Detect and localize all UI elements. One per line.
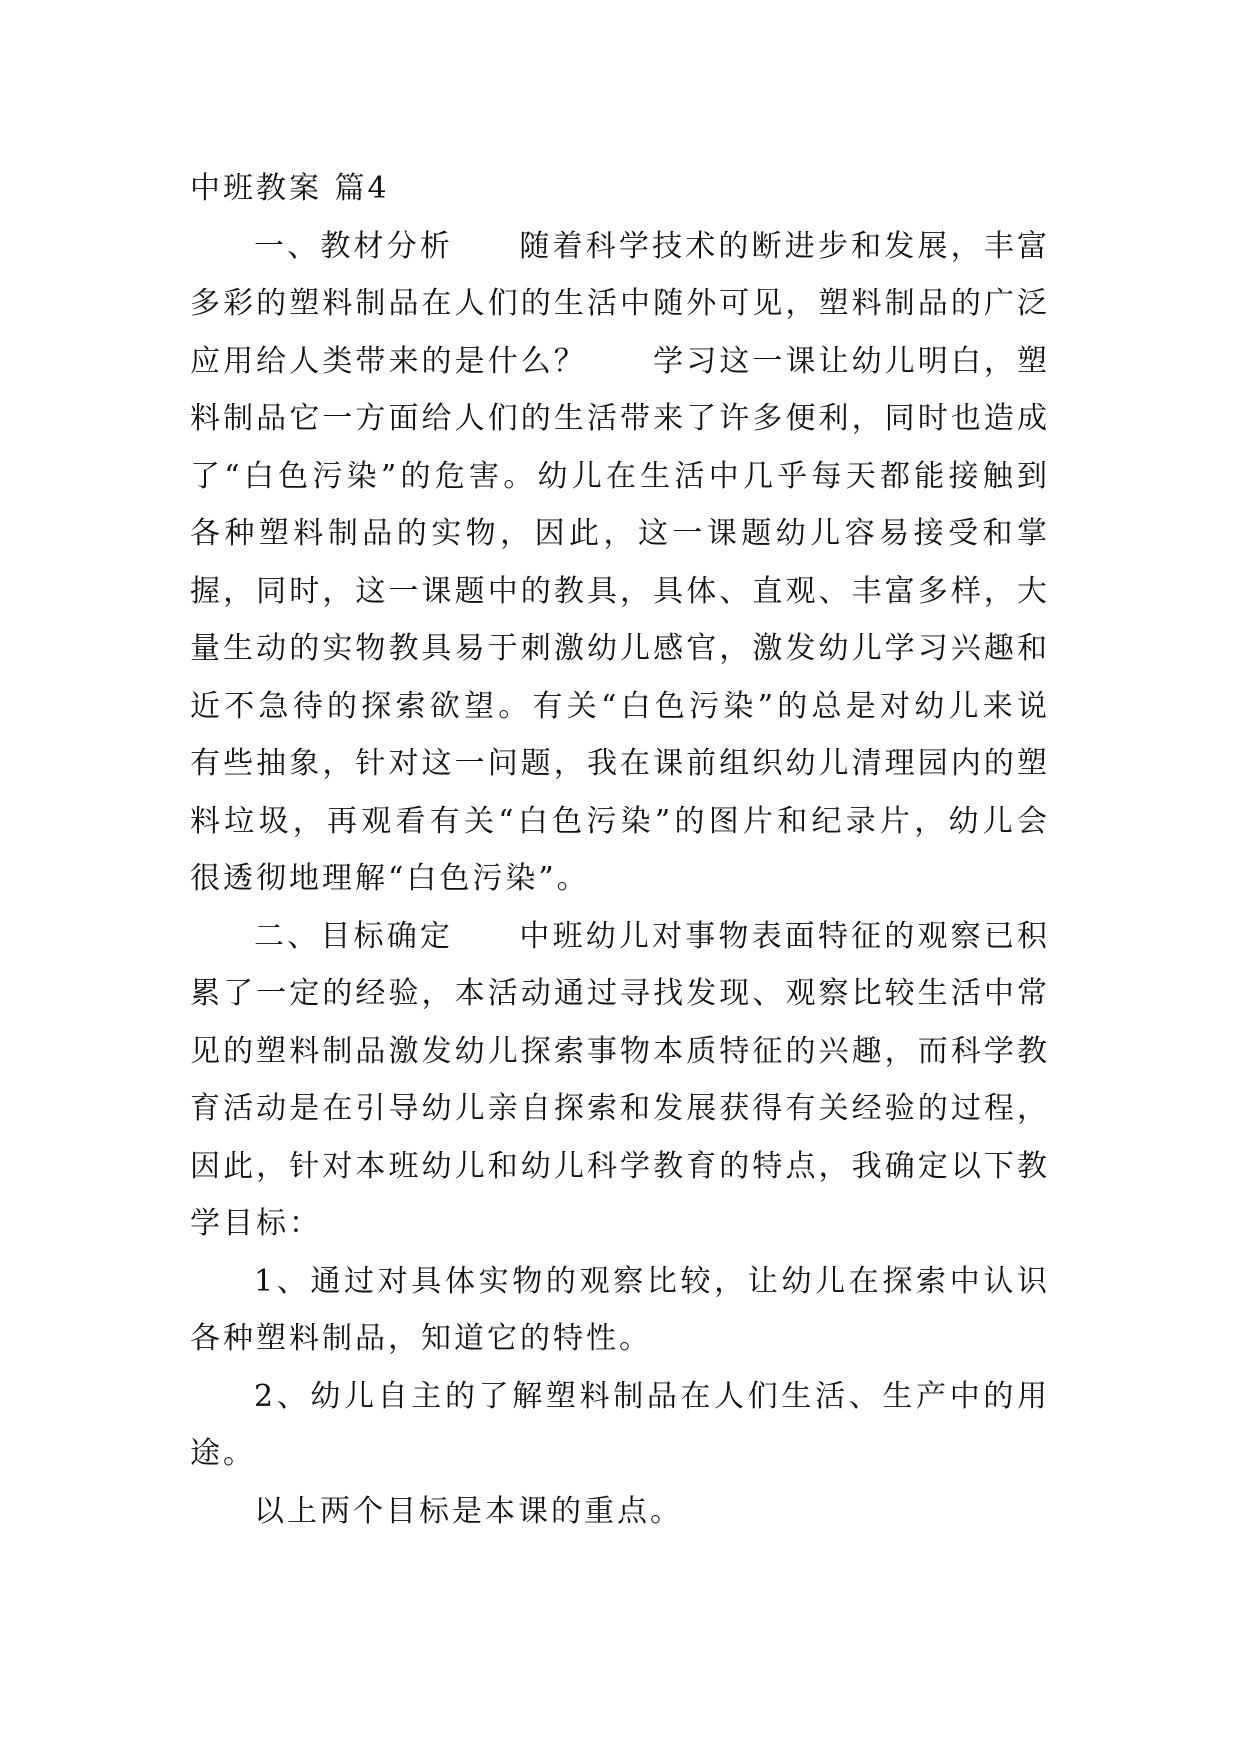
paragraph-goal-2: 2、幼儿自主的了解塑料制品在人们生活、生产中的用途。	[190, 1378, 1050, 1471]
document-body	[190, 160, 1050, 1540]
paragraph-goal-1: 1、通过对具体实物的观察比较，让幼儿在探索中认识各种塑料制品，知道它的特性。	[190, 1263, 1050, 1356]
document-title: 中班教案 篇4	[190, 171, 390, 206]
paragraph-goal-setting: 二、目标确定 中班幼儿对事物表面特征的观察已积累了一定的经验，本活动通过寻找发现、观察比较生活中常见的塑料制品激发幼儿探索事物本质特征的兴趣，而科学教育活动是在引导幼儿亲自探索和发展获得有关经验的过程，因此，针对本班幼儿和幼儿科学教育的特点，我确定以下教学目标：	[190, 918, 1050, 1241]
paragraph-key-points: 以上两个目标是本课的重点。	[254, 1493, 683, 1529]
paragraph-textbook-analysis: 一、教材分析 随着科学技术的断进步和发展，丰富多彩的塑料制品在人们的生活中随外可见，塑料制品的广泛应用给人类带来的是什么？ 学习这一课让幼儿明白，塑料制品它一方面给人们的生活带来了许多便利，同时也造成了“白色污染”的危害。幼儿在生活中几乎每天都能接触到各种塑料制品的实物，因此，这一课题幼儿容易接受和掌握，同时，这一课题中的教具，具体、直观、丰富多样，大量生动的实物教具易于刺激幼儿感官，激发幼儿学习兴趣和近不急待的探索欲望。有关“白色污染”的总是对幼儿来说有些抽象，针对这一问题，我在课前组织幼儿清理园内的塑料垃圾，再观看有关“白色污染”的图片和纪录片，幼儿会很透彻地理解“白色污染”。	[190, 228, 1050, 896]
